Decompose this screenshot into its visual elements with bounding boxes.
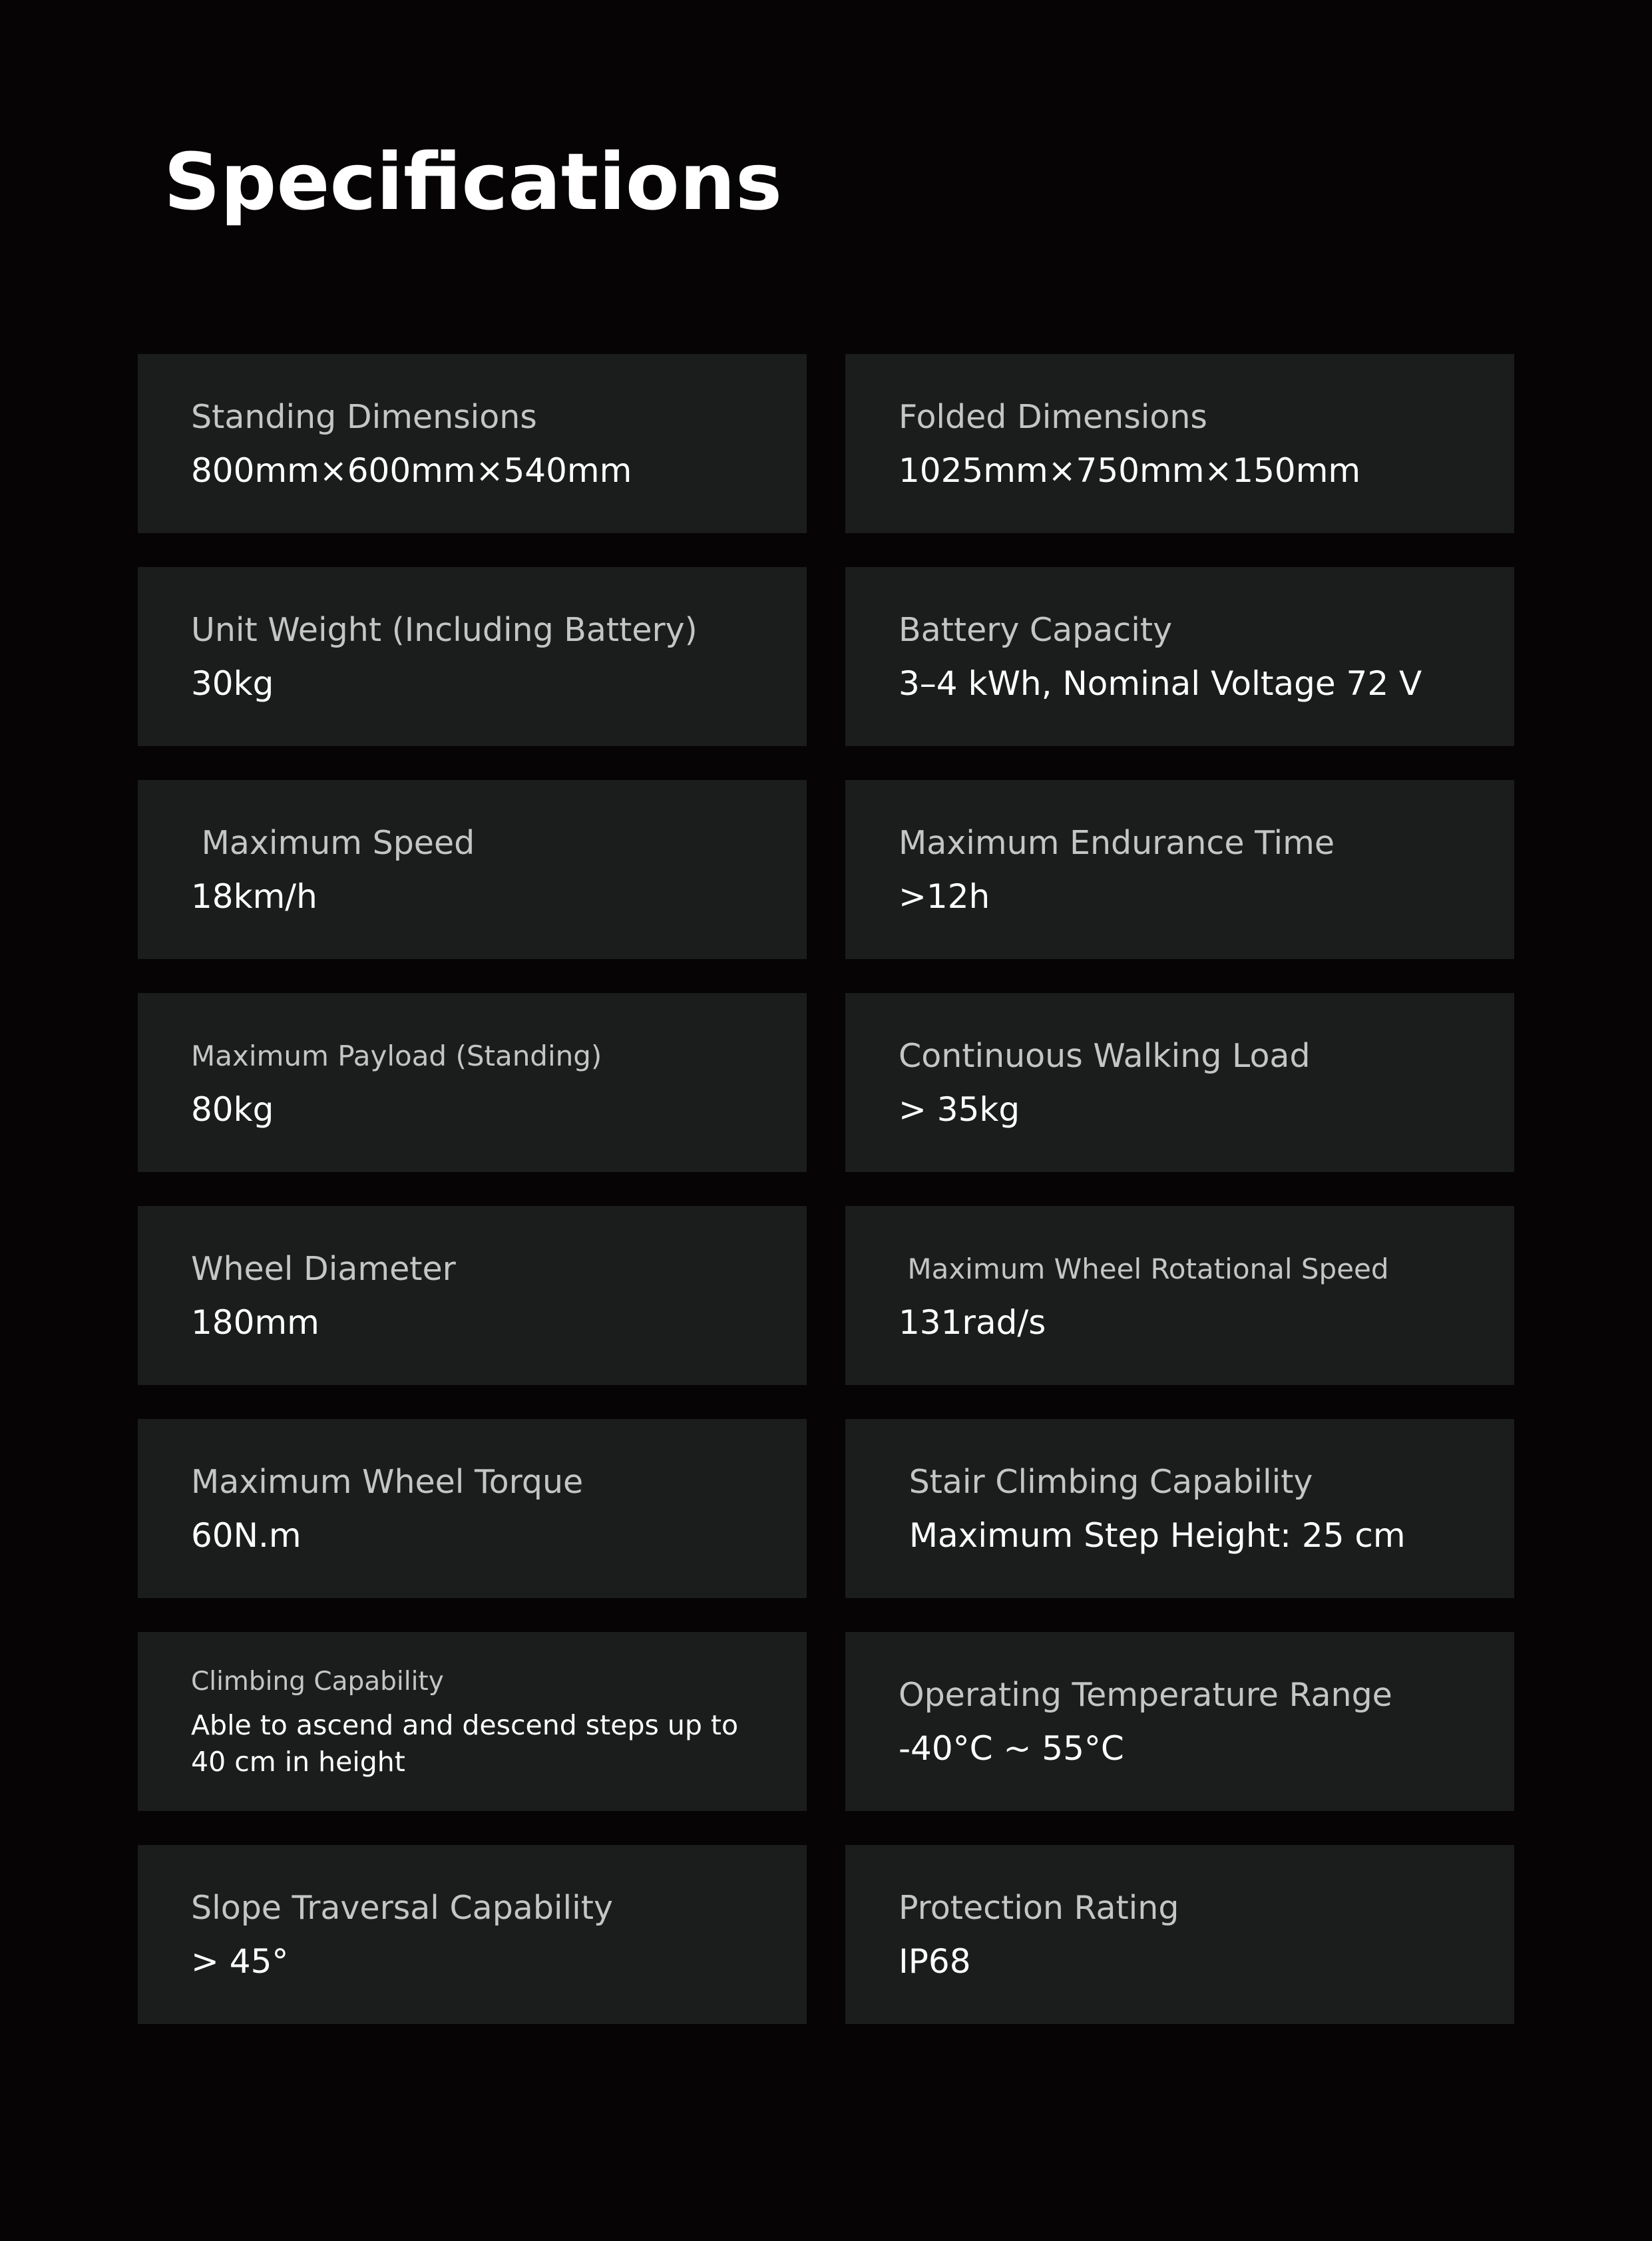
spec-label: Maximum Speed [191, 823, 475, 862]
spec-card-maximum-speed [138, 780, 807, 959]
spec-value: > 45° [191, 1941, 289, 1981]
spec-card-protection-rating [845, 1845, 1514, 2024]
spec-card-stair-climbing-capability [845, 1419, 1514, 1598]
spec-label: Wheel Diameter [191, 1249, 456, 1288]
spec-value: Able to ascend and descend steps up to 40 cm in height [191, 1709, 739, 1778]
spec-label: Slope Traversal Capability [191, 1888, 613, 1927]
spec-card-standing-dimensions [138, 354, 807, 533]
spec-card-maximum-endurance-time [845, 780, 1514, 959]
spec-card-maximum-wheel-rotational-speed [845, 1206, 1514, 1385]
spec-value: 1025mm×750mm×150mm [899, 451, 1361, 490]
spec-card-maximum-payload [138, 993, 807, 1172]
spec-card-wheel-diameter [138, 1206, 807, 1385]
spec-label: Standing Dimensions [191, 397, 537, 436]
spec-label: Continuous Walking Load [899, 1036, 1311, 1075]
spec-label: Climbing Capability [191, 1666, 444, 1697]
spec-card-climbing-capability [138, 1632, 807, 1811]
page-title: Specifications [164, 136, 783, 228]
spec-value: >12h [899, 877, 990, 916]
spec-card-continuous-walking-load [845, 993, 1514, 1172]
spec-value: 80kg [191, 1090, 274, 1129]
spec-value: 3–4 kWh, Nominal Voltage 72 V [899, 664, 1422, 703]
spec-label: Folded Dimensions [899, 397, 1207, 436]
spec-value: 800mm×600mm×540mm [191, 451, 632, 490]
spec-label: Maximum Payload (Standing) [191, 1039, 602, 1072]
spec-label: Maximum Wheel Rotational Speed [899, 1252, 1389, 1285]
spec-label: Maximum Endurance Time [899, 823, 1335, 862]
spec-label: Battery Capacity [899, 610, 1173, 649]
spec-value: 180mm [191, 1303, 319, 1342]
spec-label: Operating Temperature Range [899, 1675, 1392, 1714]
spec-card-operating-temperature-range [845, 1632, 1514, 1811]
spec-label: Unit Weight (Including Battery) [191, 610, 698, 649]
spec-card-unit-weight [138, 567, 807, 746]
spec-value: 131rad/s [899, 1303, 1046, 1342]
spec-label: Maximum Wheel Torque [191, 1462, 584, 1501]
spec-card-slope-traversal-capability [138, 1845, 807, 2024]
spec-value: 30kg [191, 664, 274, 703]
spec-value: IP68 [899, 1941, 971, 1981]
spec-value: > 35kg [899, 1090, 1020, 1129]
spec-card-maximum-wheel-torque [138, 1419, 807, 1598]
spec-label: Protection Rating [899, 1888, 1179, 1927]
spec-grid [138, 354, 1514, 2024]
spec-value: Maximum Step Height: 25 cm [899, 1516, 1406, 1555]
spec-value: -40°C ~ 55°C [899, 1729, 1124, 1768]
spec-value: 60N.m [191, 1516, 302, 1555]
spec-card-folded-dimensions [845, 354, 1514, 533]
spec-label: Stair Climbing Capability [899, 1462, 1313, 1501]
spec-card-battery-capacity [845, 567, 1514, 746]
spec-value: 18km/h [191, 877, 317, 916]
